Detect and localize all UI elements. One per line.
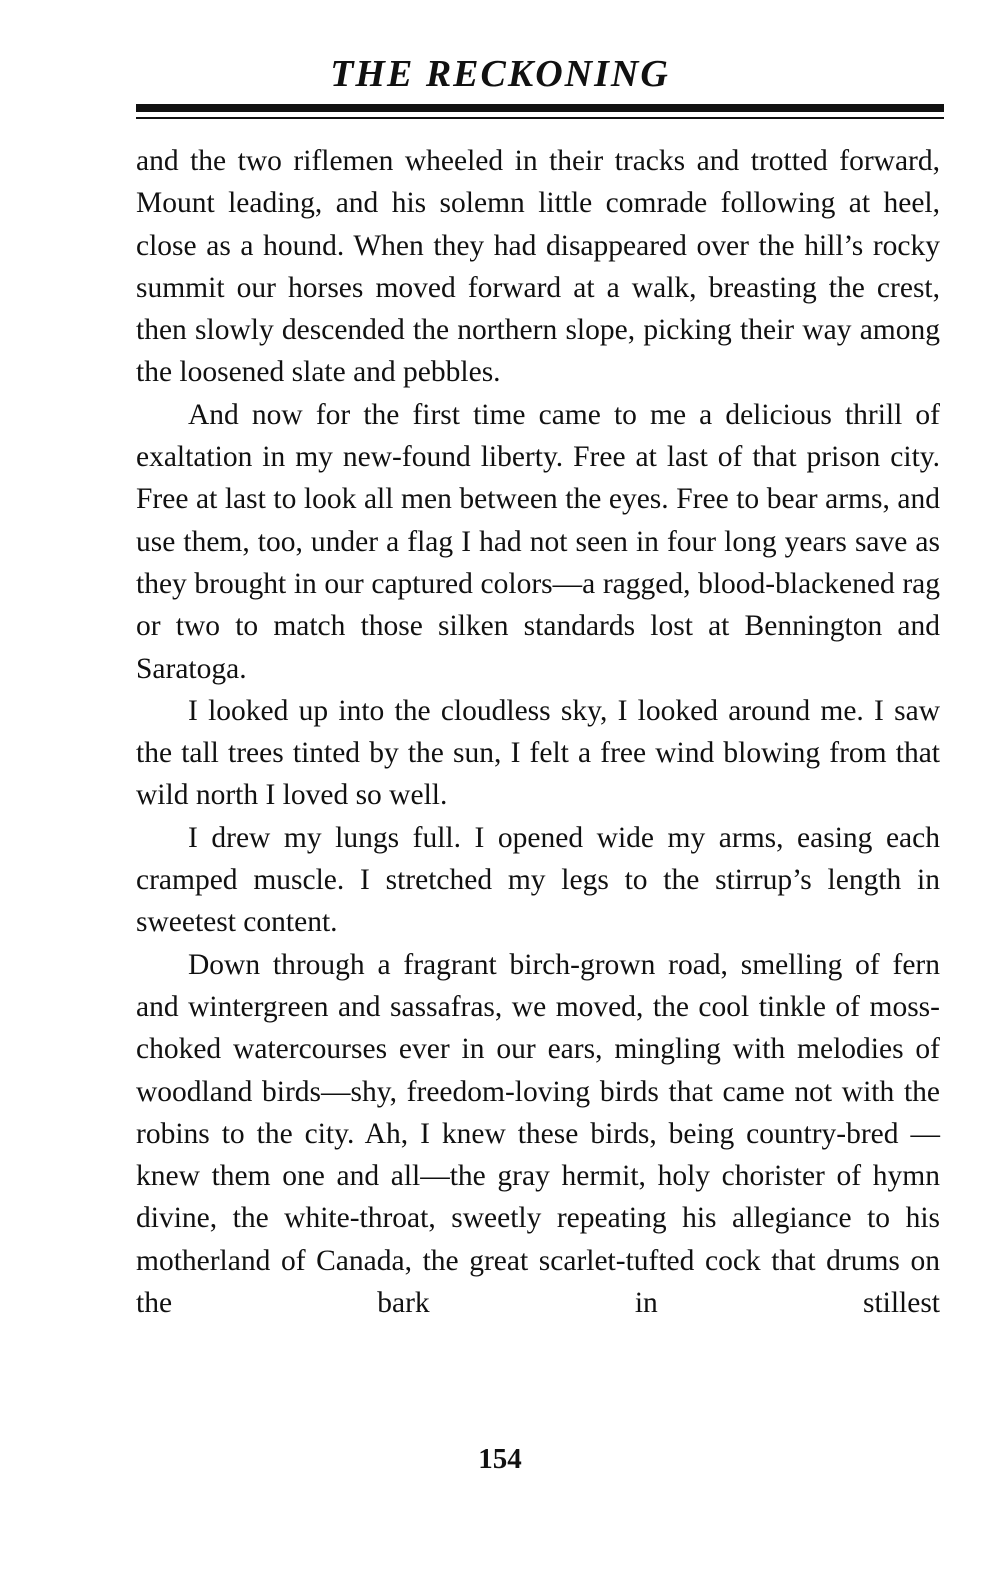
paragraph-3: I looked up into the cloudless sky, I looked around me. I saw the tall trees tinted by the sun, I felt a free wind blowing from that wild north I loved so well. [136, 694, 940, 812]
paragraph-4: I drew my lungs full. I opened wide my arms, easing each cramped muscle. I stretched my legs to the stirrup’s length in sweetest content. [136, 821, 940, 939]
paragraph-1: and the two riflemen wheeled in their tracks and trotted forward, Mount leading, and his solemn little comrade following at heel, close as a hound. When they had disappeared over the hill’s rocky summit our horses moved forward at a walk, breasting the crest, then slowly descended the northern slope, picking their way among the loosened slate and pebbles. [136, 145, 940, 389]
page-number: 154 [478, 1443, 522, 1475]
paragraph-5: Down through a fragrant birch-grown road, smelling of fern and wintergreen and sassafras, we moved, the cool tinkle of moss-choked watercourses ever in our ears, mingling with melodies of woodland birds—shy, freedom-loving birds that came not with the robins to the city. Ah, I knew these birds, being country-bred —knew them one and all—the gray hermit, holy chorister of hymn divine, the white-throat, sweetly repeating his allegiance to his motherland of Canada, the great scarlet-tufted cock that drums on the bark in stillest [136, 948, 940, 1320]
running-title: THE RECKONING [330, 53, 670, 95]
header-rule-thick [136, 104, 944, 112]
paragraph-2: And now for the first time came to me a delicious thrill of exaltation in my new-found liberty. Free at last of that prison city. Free at last to look all men between the eyes. Free to bear arms, and use them, too, under a flag I had not seen in four long years save as they brought in our captured colors—a ragged, blood-blackened rag or two to match those silken standards lost at Bennington and Saratoga. [136, 398, 940, 685]
header-rule-thin [136, 117, 944, 119]
body-text [136, 140, 940, 1324]
